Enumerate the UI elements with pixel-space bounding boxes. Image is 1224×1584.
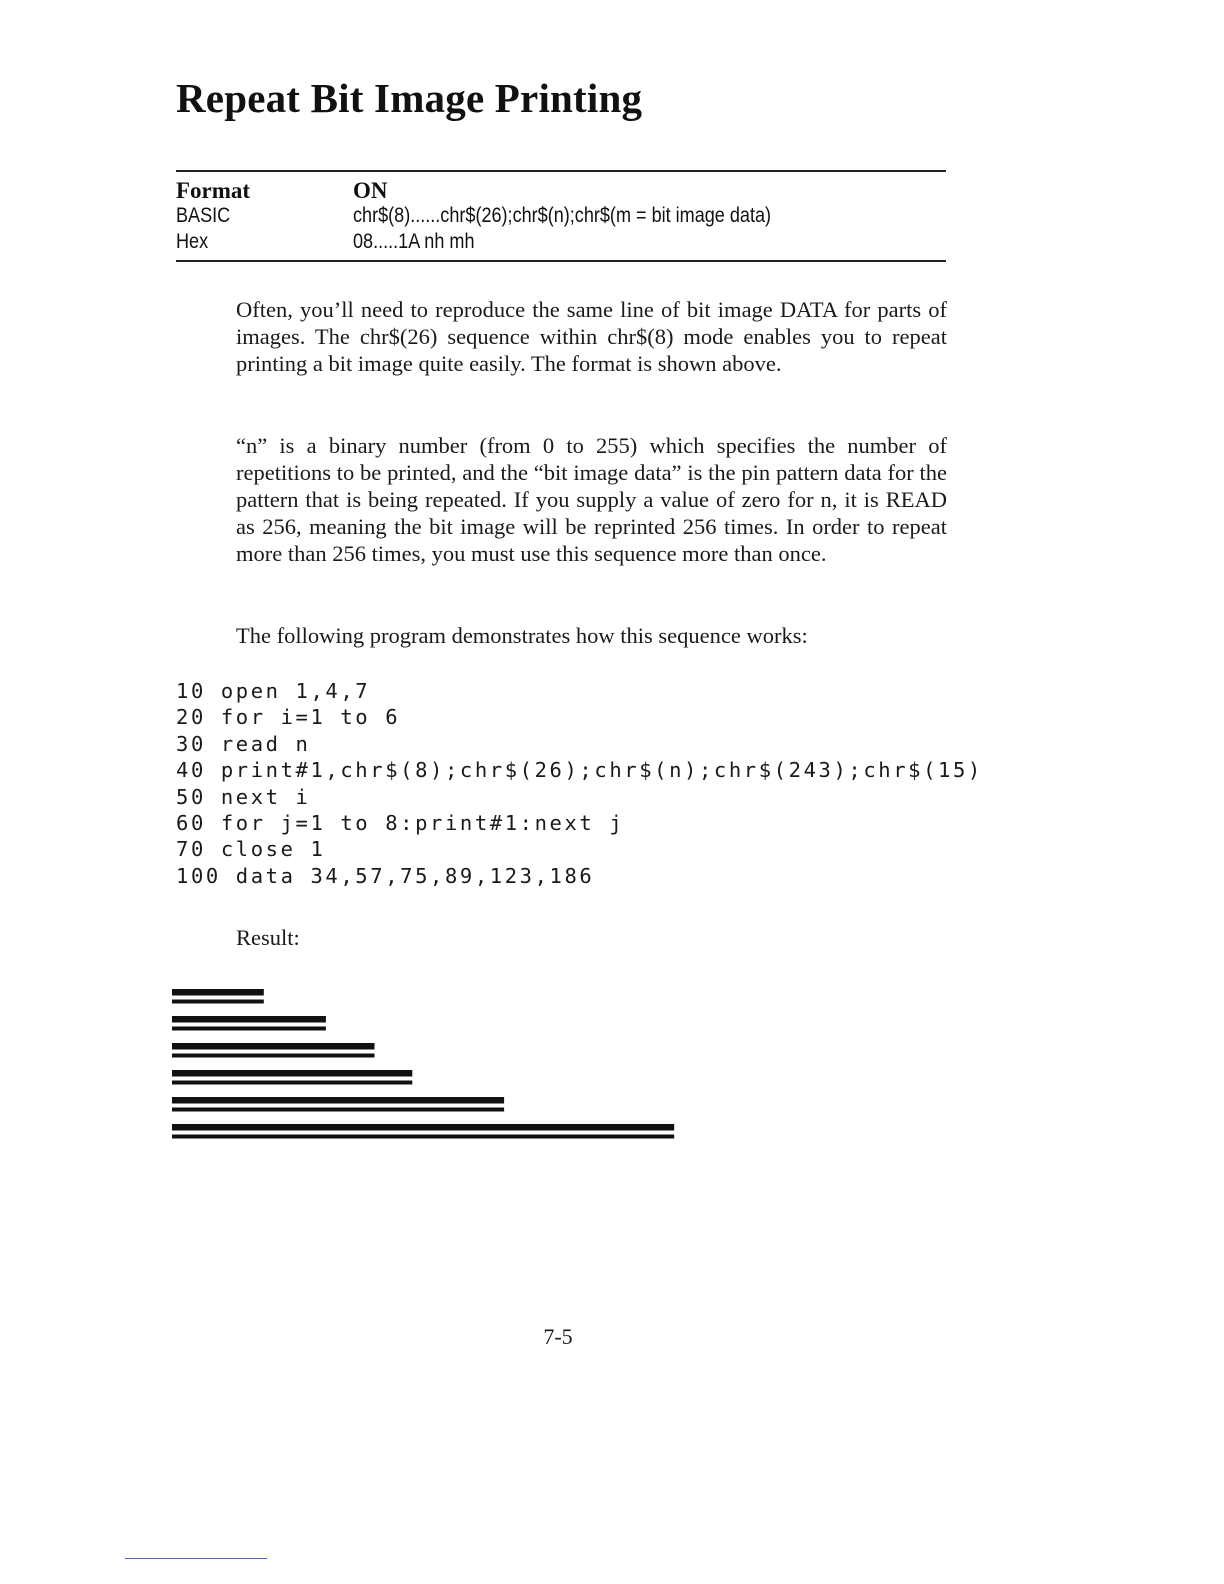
page-title: Repeat Bit Image Printing	[176, 75, 643, 121]
result-bar-3	[172, 1043, 375, 1058]
explanation-paragraph: “n” is a binary number (from 0 to 255) which specifies the number of repetitions to be printed, and the “bit image data” is the pin pattern data for the pattern that is being repeated. If you supply a value of zero for n, it is READ as 256, meaning the bit image will be reprinted 256 times. In order to repeat more than 256 times, you must use this sequence more than once.	[236, 433, 947, 566]
page-number: 7-5	[543, 1324, 573, 1349]
format-header-label: Format	[176, 178, 251, 203]
code-line: 60 for j=1 to 8:print#1:next j	[176, 811, 625, 836]
format-header-row	[176, 178, 946, 204]
result-bar-thin-band	[172, 1054, 375, 1058]
code-line: 70 close 1	[176, 837, 326, 862]
format-row-label: BASIC	[176, 204, 231, 227]
format-header-value: ON	[353, 178, 388, 203]
result-bar-2	[172, 1016, 326, 1031]
format-table	[176, 170, 946, 262]
result-label: Result:	[236, 925, 300, 950]
result-bar-thick-band	[172, 1070, 412, 1077]
intro-paragraph: Often, you’ll need to reproduce the same line of bit image DATA for parts of images. The chr$(26) sequence within chr$(8) mode enables you to repeat printing a bit image quite easily. The format is shown above.	[236, 297, 947, 376]
result-bar-thick-band	[172, 989, 264, 996]
result-bar-thin-band	[172, 1108, 504, 1112]
result-bar-thin-band	[172, 1135, 674, 1139]
result-bar-thick-band	[172, 1124, 674, 1131]
format-row-label: Hex	[176, 230, 209, 253]
result-bar-1	[172, 989, 264, 1004]
basic-program-listing	[176, 678, 983, 889]
program-intro-paragraph: The following program demonstrates how this sequence works:	[236, 623, 808, 648]
code-line: 20 for i=1 to 6	[176, 705, 401, 730]
result-bar-thick-band	[172, 1097, 504, 1104]
code-line: 50 next i	[176, 784, 311, 809]
result-bar-thick-band	[172, 1016, 326, 1023]
page-edge-line	[125, 1558, 267, 1559]
code-line: 100 data 34,57,75,89,123,186	[176, 863, 595, 888]
format-row-basic	[176, 204, 946, 230]
code-line: 30 read n	[176, 731, 311, 756]
result-bar-5	[172, 1097, 504, 1112]
result-bar-thick-band	[172, 1043, 375, 1050]
result-bar-thin-band	[172, 1081, 412, 1085]
code-line: 10 open 1,4,7	[176, 679, 371, 703]
format-row-value: 08.....1A nh mh	[353, 230, 475, 253]
result-bar-thin-band	[172, 1027, 326, 1031]
format-row-hex	[176, 230, 946, 256]
result-bar-thin-band	[172, 1000, 264, 1004]
code-line: 40 print#1,chr$(8);chr$(26);chr$(n);chr$(243);chr$(15)	[176, 758, 983, 783]
result-bar-4	[172, 1070, 412, 1085]
printed-result-image	[172, 985, 692, 1145]
result-bar-6	[172, 1124, 674, 1139]
format-row-value: chr$(8)......chr$(26);chr$(n);chr$(m = bit image data)	[353, 204, 772, 227]
